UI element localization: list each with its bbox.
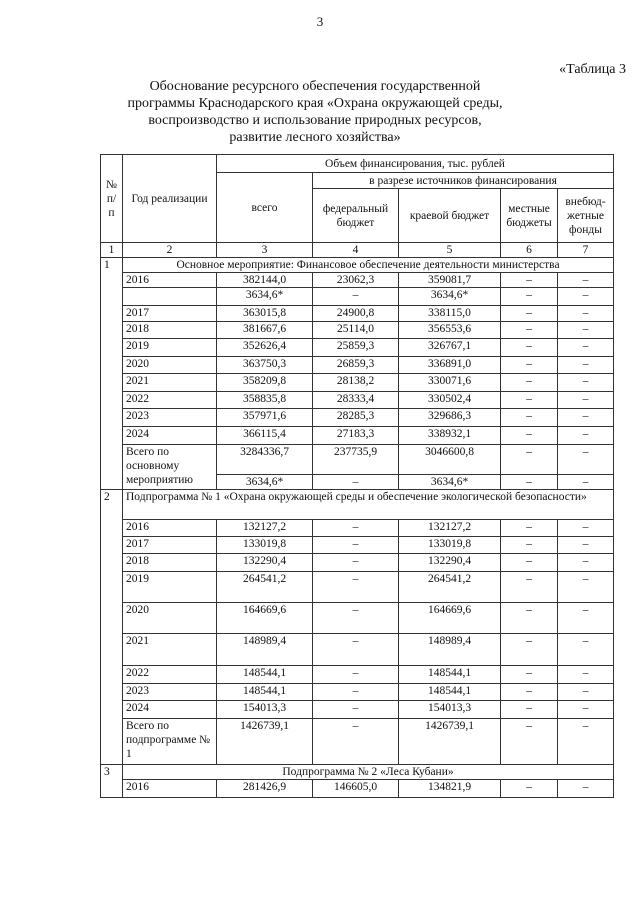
- federal-cell: 28333,4: [313, 392, 399, 409]
- regional-cell: 1426739,1: [399, 719, 501, 765]
- header-extrabudget: внебюд-жетные фонды: [558, 189, 614, 243]
- year-cell: [123, 288, 217, 306]
- total-cell: 358835,8: [217, 392, 313, 409]
- header-index: 1: [101, 243, 123, 258]
- total-cell: 148989,4: [217, 634, 313, 666]
- extrabudget-cell: –: [558, 780, 614, 798]
- year-cell: 2023: [123, 684, 217, 701]
- local-cell: –: [501, 409, 558, 427]
- year-cell: 2017: [123, 537, 217, 554]
- local-cell: –: [501, 427, 558, 445]
- header-index: 2: [123, 243, 217, 258]
- header-index: 5: [399, 243, 501, 258]
- regional-cell: 132127,2: [399, 520, 501, 537]
- table-row: [101, 554, 614, 572]
- local-cell: –: [501, 357, 558, 374]
- total-cell: 1426739,1: [217, 719, 313, 765]
- header-year: Год реализации: [123, 155, 217, 243]
- total-cell: 3634,6*: [217, 475, 313, 490]
- local-cell: –: [501, 288, 558, 306]
- regional-cell: 326767,1: [399, 339, 501, 357]
- year-cell: 2016: [123, 780, 217, 798]
- total-cell: 366115,4: [217, 427, 313, 445]
- federal-cell: –: [313, 475, 399, 490]
- table-row: [101, 780, 614, 798]
- local-cell: –: [501, 701, 558, 719]
- total-row: [101, 719, 614, 765]
- header-index: 4: [313, 243, 399, 258]
- table-row: [101, 409, 614, 427]
- regional-cell: 134821,9: [399, 780, 501, 798]
- document-title: [100, 78, 530, 146]
- extrabudget-cell: –: [558, 475, 614, 490]
- regional-cell: 148544,1: [399, 666, 501, 684]
- total-cell: 381667,6: [217, 322, 313, 339]
- federal-cell: –: [313, 603, 399, 634]
- table-row: [101, 684, 614, 701]
- local-cell: –: [501, 634, 558, 666]
- federal-cell: –: [313, 520, 399, 537]
- federal-cell: 26859,3: [313, 357, 399, 374]
- table-row: [101, 427, 614, 445]
- federal-cell: –: [313, 634, 399, 666]
- table-row: [101, 339, 614, 357]
- year-cell: 2017: [123, 306, 217, 322]
- header-index: 6: [501, 243, 558, 258]
- regional-cell: 3634,6*: [399, 475, 501, 490]
- federal-cell: 27183,3: [313, 427, 399, 445]
- year-cell: 2020: [123, 357, 217, 374]
- extrabudget-cell: –: [558, 603, 614, 634]
- extrabudget-cell: –: [558, 445, 614, 475]
- header-by-sources: в разрезе источников финансирования: [313, 173, 614, 189]
- regional-cell: 132290,4: [399, 554, 501, 572]
- table-row: [101, 374, 614, 392]
- year-cell: 2021: [123, 634, 217, 666]
- financing-table: [100, 154, 614, 798]
- extrabudget-cell: –: [558, 288, 614, 306]
- federal-cell: 28138,2: [313, 374, 399, 392]
- extrabudget-cell: –: [558, 357, 614, 374]
- header-regional: краевой бюджет: [399, 189, 501, 243]
- total-cell: 357971,6: [217, 409, 313, 427]
- local-cell: –: [501, 572, 558, 603]
- extrabudget-cell: –: [558, 374, 614, 392]
- extrabudget-cell: –: [558, 537, 614, 554]
- year-cell: 2016: [123, 273, 217, 288]
- regional-cell: 330071,6: [399, 374, 501, 392]
- total-cell: 132290,4: [217, 554, 313, 572]
- total-cell: 164669,6: [217, 603, 313, 634]
- regional-cell: 330502,4: [399, 392, 501, 409]
- section-header-row: [101, 765, 614, 780]
- header-volume: Объем финансирования, тыс. рублей: [217, 155, 614, 173]
- federal-cell: –: [313, 701, 399, 719]
- title-line: воспроизводство и использование природных ресурсов,: [148, 113, 482, 128]
- header-index: 7: [558, 243, 614, 258]
- local-cell: –: [501, 684, 558, 701]
- title-line: программы Краснодарского края «Охрана окружающей среды,: [127, 96, 503, 111]
- total-cell: 363015,8: [217, 306, 313, 322]
- extrabudget-cell: –: [558, 392, 614, 409]
- year-cell: 2016: [123, 520, 217, 537]
- year-cell: 2021: [123, 374, 217, 392]
- year-cell: 2018: [123, 554, 217, 572]
- regional-cell: 359081,7: [399, 273, 501, 288]
- total-label: Всего по подпрограмме № 1: [123, 719, 217, 765]
- regional-cell: 338115,0: [399, 306, 501, 322]
- regional-cell: 133019,8: [399, 537, 501, 554]
- table-row: [101, 634, 614, 666]
- regional-cell: 329686,3: [399, 409, 501, 427]
- table-label: «Таблица 3: [559, 62, 626, 77]
- table-row: [101, 666, 614, 684]
- regional-cell: 3046600,8: [399, 445, 501, 475]
- extrabudget-cell: –: [558, 634, 614, 666]
- local-cell: –: [501, 603, 558, 634]
- section-name: Подпрограмма № 1 «Охрана окружающей среды и обеспечение экологической безопасности»: [123, 490, 614, 520]
- table-row: [101, 572, 614, 603]
- total-cell: 264541,2: [217, 572, 313, 603]
- total-cell: 132127,2: [217, 520, 313, 537]
- table-row: [101, 288, 614, 306]
- federal-cell: 23062,3: [313, 273, 399, 288]
- local-cell: –: [501, 554, 558, 572]
- extrabudget-cell: –: [558, 719, 614, 765]
- regional-cell: 148989,4: [399, 634, 501, 666]
- federal-cell: 146605,0: [313, 780, 399, 798]
- extrabudget-cell: –: [558, 409, 614, 427]
- year-cell: 2020: [123, 603, 217, 634]
- header-index: 3: [217, 243, 313, 258]
- extrabudget-cell: –: [558, 572, 614, 603]
- regional-cell: 336891,0: [399, 357, 501, 374]
- header-local: местные бюджеты: [501, 189, 558, 243]
- local-cell: –: [501, 475, 558, 490]
- total-cell: 133019,8: [217, 537, 313, 554]
- federal-cell: –: [313, 572, 399, 603]
- local-cell: –: [501, 392, 558, 409]
- total-cell: 382144,0: [217, 273, 313, 288]
- title-line: развитие лесного хозяйства»: [229, 130, 401, 145]
- local-cell: –: [501, 719, 558, 765]
- year-cell: 2018: [123, 322, 217, 339]
- table-row: [101, 392, 614, 409]
- federal-cell: 28285,3: [313, 409, 399, 427]
- total-cell: 148544,1: [217, 666, 313, 684]
- total-cell: 154013,3: [217, 701, 313, 719]
- extrabudget-cell: –: [558, 554, 614, 572]
- extrabudget-cell: –: [558, 306, 614, 322]
- extrabudget-cell: –: [558, 701, 614, 719]
- section-number: 3: [101, 765, 123, 798]
- section-header-row: [101, 258, 614, 273]
- total-cell: 281426,9: [217, 780, 313, 798]
- regional-cell: 148544,1: [399, 684, 501, 701]
- local-cell: –: [501, 339, 558, 357]
- total-cell: 363750,3: [217, 357, 313, 374]
- page-number: 3: [316, 14, 324, 29]
- header-total: всего: [217, 173, 313, 243]
- federal-cell: –: [313, 684, 399, 701]
- federal-cell: –: [313, 554, 399, 572]
- local-cell: –: [501, 537, 558, 554]
- table-row: [101, 322, 614, 339]
- section-number: 2: [101, 490, 123, 765]
- year-cell: 2024: [123, 701, 217, 719]
- header-federal: федеральный бюджет: [313, 189, 399, 243]
- section-name: Подпрограмма № 2 «Леса Кубани»: [123, 765, 614, 780]
- extrabudget-cell: –: [558, 339, 614, 357]
- federal-cell: –: [313, 666, 399, 684]
- local-cell: –: [501, 780, 558, 798]
- year-cell: 2023: [123, 409, 217, 427]
- federal-cell: 24900,8: [313, 306, 399, 322]
- federal-cell: –: [313, 719, 399, 765]
- federal-cell: –: [313, 537, 399, 554]
- extrabudget-cell: –: [558, 427, 614, 445]
- section-name: Основное мероприятие: Финансовое обеспечение деятельности министерства: [123, 258, 614, 273]
- title-line: Обоснование ресурсного обеспечения государственной: [149, 79, 481, 94]
- extrabudget-cell: –: [558, 684, 614, 701]
- total-row: [101, 445, 614, 475]
- local-cell: –: [501, 306, 558, 322]
- year-cell: 2022: [123, 666, 217, 684]
- year-cell: 2022: [123, 392, 217, 409]
- regional-cell: 356553,6: [399, 322, 501, 339]
- year-cell: 2019: [123, 572, 217, 603]
- regional-cell: 3634,6*: [399, 288, 501, 306]
- section-header-row: [101, 490, 614, 520]
- total-label: Всего по основному мероприятию: [123, 445, 217, 490]
- federal-cell: 25114,0: [313, 322, 399, 339]
- table-row: [101, 357, 614, 374]
- year-cell: 2024: [123, 427, 217, 445]
- local-cell: –: [501, 322, 558, 339]
- extrabudget-cell: –: [558, 322, 614, 339]
- total-cell: 3634,6*: [217, 288, 313, 306]
- table-row: [101, 520, 614, 537]
- federal-cell: 237735,9: [313, 445, 399, 475]
- local-cell: –: [501, 374, 558, 392]
- table-row: [101, 537, 614, 554]
- regional-cell: 154013,3: [399, 701, 501, 719]
- federal-cell: 25859,3: [313, 339, 399, 357]
- table-row: [101, 306, 614, 322]
- total-cell: 358209,8: [217, 374, 313, 392]
- table-row: [101, 603, 614, 634]
- header-num: № п/п: [101, 155, 123, 243]
- total-cell: 352626,4: [217, 339, 313, 357]
- local-cell: –: [501, 666, 558, 684]
- extrabudget-cell: –: [558, 520, 614, 537]
- table-row: [101, 273, 614, 288]
- total-cell: 3284336,7: [217, 445, 313, 475]
- section-number: 1: [101, 258, 123, 490]
- regional-cell: 264541,2: [399, 572, 501, 603]
- table-row: [101, 701, 614, 719]
- regional-cell: 164669,6: [399, 603, 501, 634]
- extrabudget-cell: –: [558, 666, 614, 684]
- federal-cell: –: [313, 288, 399, 306]
- local-cell: –: [501, 520, 558, 537]
- extrabudget-cell: –: [558, 273, 614, 288]
- total-cell: 148544,1: [217, 684, 313, 701]
- local-cell: –: [501, 273, 558, 288]
- year-cell: 2019: [123, 339, 217, 357]
- local-cell: –: [501, 445, 558, 475]
- regional-cell: 338932,1: [399, 427, 501, 445]
